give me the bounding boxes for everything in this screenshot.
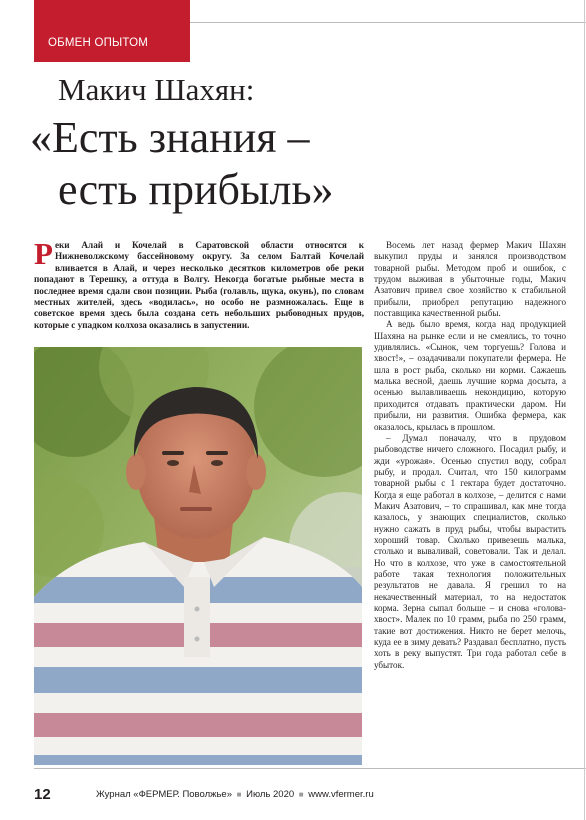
footer-journal: Журнал «ФЕРМЕР. Поволжье» [96,789,232,800]
article-title-name: Макич Шахян: [58,72,255,107]
footer-publication-info [96,789,374,800]
body-paragraph-3: – Думал поначалу, что в прудовом рыбоводстве ничего сложного. Посадил рыбу, и жди «урожая». Осенью спустил воду, собрал рыбу, и продал. Считал, что 150 килограмм товарной рыбы с 1 гектара будет достаточно. Когда я еще работал в колхозе, – делится с нами Макич Азатович, – то спрашивал, как мне тогда казалось, у знающих специалистов, сколько нужно сажать в пруд рыбы, чтобы вырастить хороший товар. Сколько привезешь малька, столько и вываливай, советовали. Так и делал. Но что в колхозе, что уже в самостоятельной работе такая технология положительных результатов не давала. Я грешил то на некачественный материал, то на недостаток корма. Зерна сыпал больше – и снова «голова-хвост». Малек по 10 грамм, рыба по 250 грамм, такие вот достижения. Никто не берет мелочь, куда ее в зиму девать? Раздавал бесплатно, пусть хоть в реку выпустят. Три года работал себе в убыток. [374,432,566,670]
body-paragraph-1: Восемь лет назад фермер Макич Шахян выкупил пруды и занялся производством товарной рыбы. Методом проб и ошибок, с трудом выживая в убыточные годы, Макич Азатович привел свое хозяйство к стабильной прибыли, приобрел репутацию надежного поставщика качественной рыбы. [374,240,566,319]
article-title-quote [30,112,570,216]
farmer-portrait-photo [34,347,362,765]
footer-site-link[interactable]: www.vfermer.ru [308,789,374,800]
footer-separator-1: ■ [236,790,242,799]
rubric-text: ОБМЕН ОПЫТОМ [48,37,149,49]
body-paragraph-2: А ведь было время, когда над продукцией Шахяна на рынке если и не смеялись, то точно удивлялись. «Сынок, чем торгуешь? Голова и хвост!», – озадачивали покупатели фермера. Не шла в рост рыба, сколько ни корми. Сажаешь малька весной, даешь лучшие корма досыта, а осенью вылавливаешь некондицию, которую приходится отдавать практически даром. Ни прибыли, ни развития. Ошибка фермера, как оказалось, крылась в прошлом. [374,319,566,432]
rubric-label [34,0,190,62]
footer-separator-2: ■ [298,790,304,799]
title-quote-line1: «Есть знания – [30,113,310,162]
lead-dropcap: Р [34,236,53,271]
bottom-rule [34,768,586,769]
page-edge-rule [584,0,585,820]
footer-issue: Июль 2020 [246,789,295,800]
page-number: 12 [34,786,51,803]
title-quote-line2: есть прибыль» [58,165,334,214]
lead-text: еки Алай и Кочелай в Саратовской области относятся к Нижневолжскому бассейновому округу. За селом Балтай Кочелай вливается в Алай, и через несколько десятков километров обе реки попадают в Терешку, а оттуда в Волгу. Некогда богатые рыбные места в последнее время сдали свои позиции. Рыба (голавль, щука, окунь), по словам местных жителей, здесь «водилась», но особо не размножалась. Еще в советское время здесь была создана сеть небольших рыбоводных прудов, которые с упадком колхоза оказались в запустении. [34,240,364,330]
article-body-column [374,240,566,671]
article-lead [34,236,364,331]
